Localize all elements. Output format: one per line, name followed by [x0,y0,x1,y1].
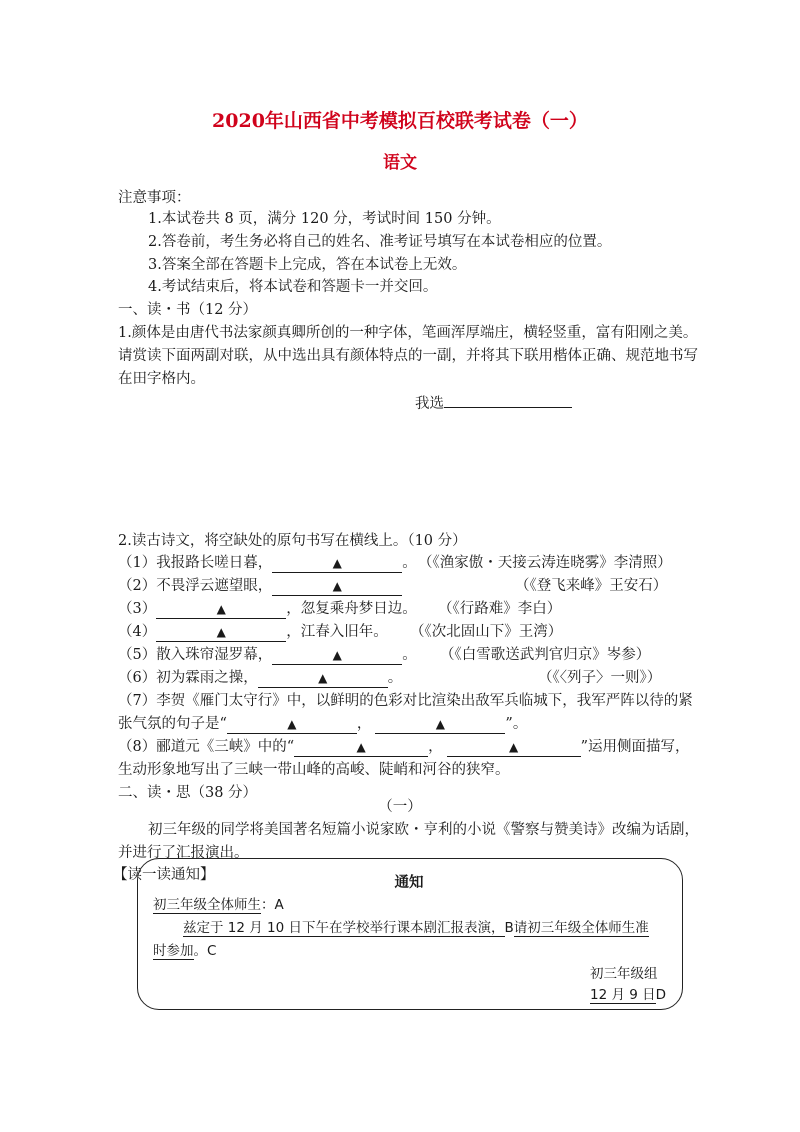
note-item: 3.答案全部在答题卡上完成，答在本试卷上无效。 [148,257,467,273]
notice-signer: 初三年级组 [590,966,658,982]
answer-blank[interactable] [272,578,402,596]
notes-heading: 注意事项： [118,190,191,206]
question-text: 请赏读下面两副对联，从中选出具有颜体特点的一副，并将其下联用楷体正确、规范地书写 [118,348,698,364]
poem-line-5: （5）散入珠帘湿罗幕， ▲ 。 [118,647,417,663]
poem-line-1: （1）我报路长嗟日暮， ▲ 。 [118,555,417,571]
poem-line-8a: （8）郦道元《三峡》中的“ ▲ ， ▲ ”运用侧面描写， [118,739,690,755]
question-text: 在田字格内。 [118,371,205,387]
poem-line-8b: 生动形象地写出了三峡一带山峰的高峻、陡峭和河谷的狭窄。 [118,762,510,778]
marker-b: B [504,920,514,936]
notice-date: 12 月 9 日D [590,987,667,1003]
answer-blank[interactable] [272,555,402,573]
notice-body: 兹定于 12 月 10 日下午在学校举行课本剧汇报表演，B请初三年级全体师生准 [183,920,649,936]
part-label: （一） [378,799,422,815]
section-heading: 一、读・书（12 分） [118,302,258,318]
marker-c: C [207,943,217,959]
answer-blank[interactable] [156,624,286,642]
triangle-marker-icon: ▲ [332,648,342,662]
triangle-marker-icon: ▲ [216,625,226,639]
choice-label: 我选 [415,396,444,412]
triangle-marker-icon: ▲ [509,740,519,754]
poem-line-3: （3） ▲ ，忽复乘舟梦日边。 [118,601,417,617]
triangle-marker-icon: ▲ [332,556,342,570]
answer-blank[interactable] [258,670,388,688]
poem-source: （《〈列子〉一则》） [538,670,662,686]
note-item: 2.答卷前，考生务必将自己的姓名、准考证号填写在本试卷相应的位置。 [148,234,612,250]
answer-blank[interactable] [227,716,357,734]
note-item: 4.考试结束后，将本试卷和答题卡一并交回。 [148,279,438,295]
poem-source: （《登飞来峰》王安石） [515,578,668,594]
poem-line-4: （4） ▲ ，江春入旧年。 [118,624,388,640]
triangle-marker-icon: ▲ [332,579,342,593]
section-heading: 二、读・思（38 分） [118,785,258,801]
poem-line-6: （6）初为霖雨之操， ▲ 。 [118,670,403,686]
triangle-marker-icon: ▲ [287,717,297,731]
read-notice-label: 【读一读通知】 [113,867,215,883]
intro-text: 并进行了汇报演出。 [118,845,249,861]
notice-title: 通知 [394,874,424,891]
poem-source: （《行路难》李白） [438,601,562,617]
poem-line-2: （2）不畏浮云遮望眼， ▲ [118,574,402,596]
answer-blank[interactable] [375,716,505,734]
intro-text: 初三年级的同学将美国著名短篇小说家欧・亨利的小说《警察与赞美诗》改编为话剧， [148,822,699,838]
notice-body: 时参加。C [153,943,217,959]
question-text: 1.颜体是由唐代书法家颜真卿所创的一种字体，笔画浑厚端庄，横轻竖重，富有阳刚之美。 [118,325,698,341]
triangle-marker-icon: ▲ [356,740,366,754]
answer-blank[interactable] [156,601,286,619]
poem-source: （《次北固山下》王湾） [410,624,563,640]
notice-addressee: 初三年级全体师生：A [153,897,284,913]
question-heading: 2.读古诗文，将空缺处的原句书写在横线上。（10 分） [118,533,467,549]
poem-line-7b: 张气氛的句子是“ ▲ ， ▲ ”。 [118,716,528,732]
marker-d: D [655,987,667,1003]
poem-source: （《白雪歌送武判官归京》岑参） [440,647,651,663]
answer-blank[interactable] [294,739,428,757]
note-item: 1.本试卷共 8 页，满分 120 分，考试时间 150 分钟。 [148,211,501,227]
triangle-marker-icon: ▲ [318,671,328,685]
subject-title: 语文 [383,153,417,173]
choice-blank[interactable] [444,390,572,408]
answer-blank[interactable] [447,739,581,757]
triangle-marker-icon: ▲ [435,717,446,731]
triangle-marker-icon: ▲ [216,602,226,616]
choice-line [415,390,572,413]
answer-blank[interactable] [272,647,402,665]
poem-line-7a: （7）李贺《雁门太守行》中，以鲜明的色彩对比渲染出敌军兵临城下，我军严阵以待的紧 [118,693,693,709]
page-title: 2020年山西省中考模拟百校联考试卷（一） [212,110,588,132]
marker-a: A [274,897,284,913]
poem-source: （《渔家傲・天接云涛连晓雾》李清照） [418,555,672,571]
